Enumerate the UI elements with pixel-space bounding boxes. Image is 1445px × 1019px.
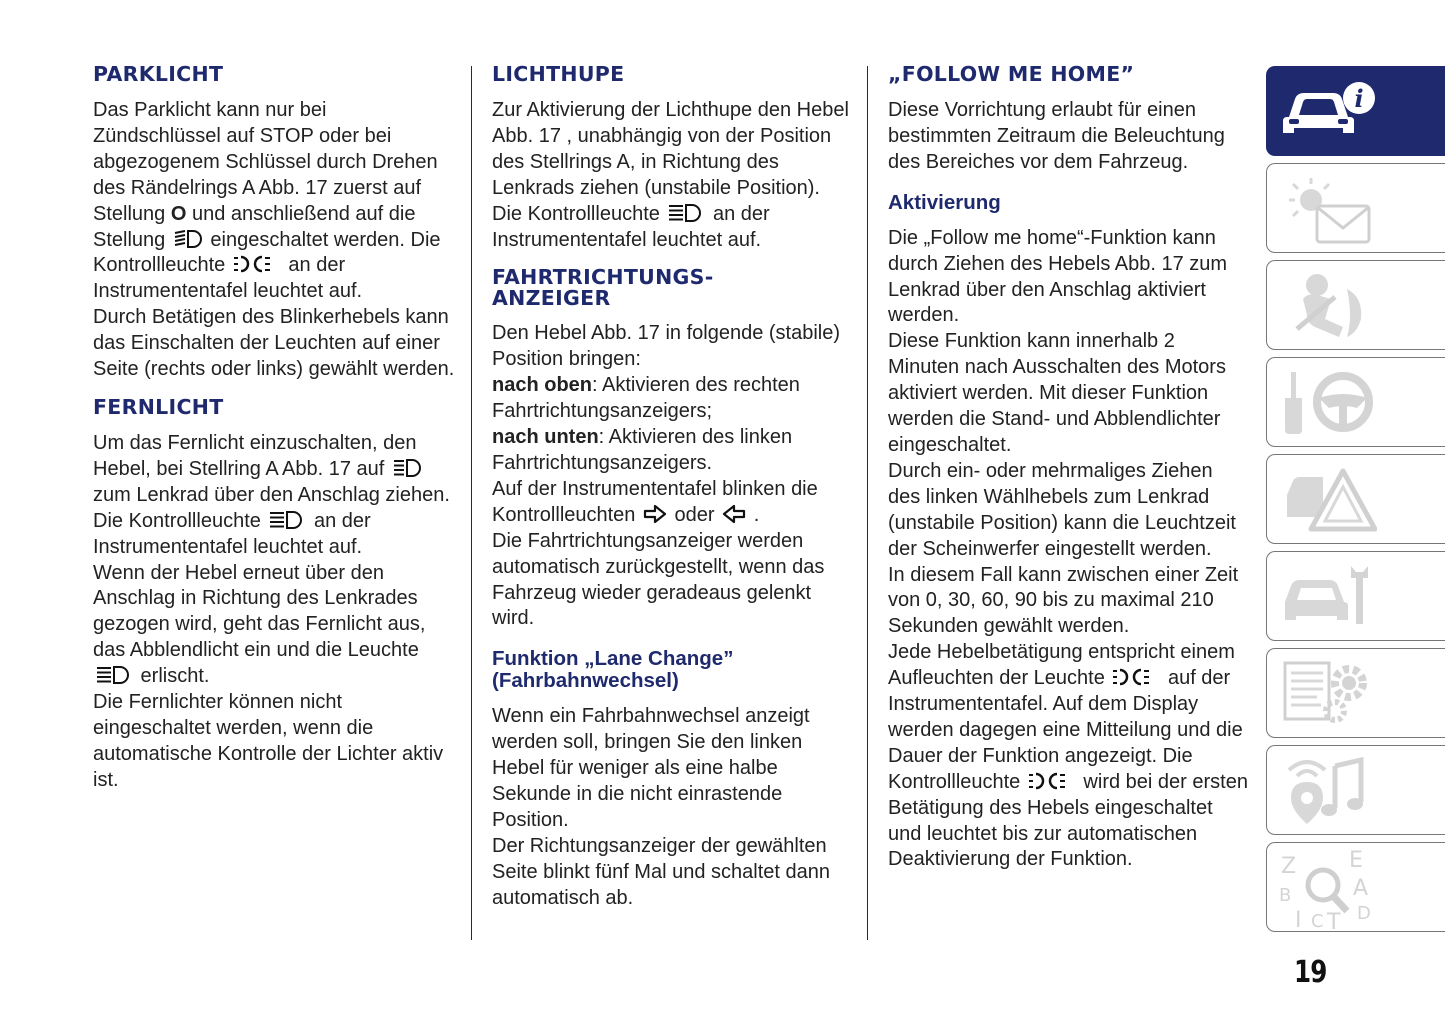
car-info-icon: [1277, 73, 1377, 143]
side-lights-icon: [1028, 771, 1076, 791]
index-letter: A: [1353, 876, 1369, 901]
warning-lights-message-icon: [1277, 170, 1377, 245]
tab-technical-data[interactable]: [1266, 648, 1445, 738]
page-number: 19: [1294, 955, 1327, 990]
heading-follow-me-home: „FOLLOW ME HOME”: [888, 62, 1135, 86]
column-divider: [867, 66, 868, 940]
fahrtrichtung-unten: nach unten: Aktivieren des linken Fahrtrichtungsanzeigers.: [492, 426, 793, 474]
key-steering-wheel-icon: [1277, 364, 1377, 439]
parklicht-paragraph-1: Das Parklicht kann nur bei Zündschlüssel auf STOP oder bei abgezogenem Schlüssel durch Drehen des Rändelrings A Abb. 17 zuerst auf Stellung O und anschließend auf die Stellung eingeschaltet werden. Die Kontrollleuchte an der Instrumententafel leuchtet auf.: [93, 99, 441, 303]
follow-paragraph-1: Diese Vorrichtung erlaubt für einen bestimmten Zeitraum die Beleuchtung des Bereiches vor dem Fahrzeug.: [888, 99, 1225, 173]
low-beam-icon: [173, 229, 203, 249]
lane-change-paragraph-2: Der Richtungsanzeiger der gewählten Seite blinkt fünf Mal und schaltet dann automatisch ab.: [492, 834, 830, 909]
column-left: [93, 58, 458, 794]
index-letter: C: [1311, 911, 1324, 929]
tab-car-info[interactable]: [1266, 66, 1445, 156]
arrow-right-icon: [643, 504, 667, 524]
fernlicht-paragraph-3: Die Fernlichter können nicht eingeschaltet werden, wenn die automatische Kontrolle der Lichter aktiv ist.: [93, 691, 444, 791]
index-letter: D: [1357, 903, 1371, 924]
side-lights-icon: [1112, 667, 1160, 687]
high-beam-icon: [268, 510, 306, 530]
fahrtrichtung-paragraph-1: Den Hebel Abb. 17 in folgende (stabile) Position bringen:: [492, 322, 841, 371]
lichthupe-paragraph-2: Die Kontrollleuchte an der Instrumententafel leuchtet auf.: [492, 202, 770, 251]
heading-fahrtrichtungsanzeiger: FAHRTRICHTUNGS- ANZEIGER: [492, 265, 714, 311]
arrow-left-icon: [722, 504, 746, 524]
heading-fernlicht: FERNLICHT: [93, 394, 224, 419]
fernlicht-paragraph-2: Wenn der Hebel erneut über den Anschlag in Richtung des Lenkrades gezogen wird, geht das Fernlicht aus, das Abblendlicht ein und die Leuchte erlischt.: [93, 561, 426, 688]
high-beam-icon: [392, 458, 422, 478]
aktivierung-paragraph-4: In diesem Fall kann zwischen einer Zeit von 0, 30, 60, 90 bis zu maximal 210 Sekunden gewählt werden.: [888, 563, 1239, 638]
multimedia-music-icon: [1277, 752, 1377, 827]
fahrtrichtung-paragraph-2: Auf der Instrumententafel blinken die Kontrollleuchten oder .: [492, 477, 818, 526]
tab-safety[interactable]: [1266, 260, 1445, 350]
index-letter: E: [1349, 849, 1363, 873]
tab-warning-lights[interactable]: [1266, 163, 1445, 253]
tab-emergency[interactable]: [1266, 454, 1445, 544]
tab-starting-driving[interactable]: [1266, 357, 1445, 447]
aktivierung-paragraph-3: Durch ein- oder mehrmaliges Ziehen des linken Wählhebels zum Lenkrad (unstabile Position) kann die Leuchtzeit der Scheinwerfer eingestellt werden.: [888, 459, 1236, 560]
high-beam-icon: [95, 665, 133, 685]
column-right: [888, 58, 1250, 873]
heading-aktivierung: Aktivierung: [888, 190, 1001, 214]
index-alphabet-icon: [1277, 849, 1377, 929]
parklicht-paragraph-2: Durch Betätigen des Blinkerhebels kann das Einschalten der Leuchten auf einer Seite (rechts oder links) gewählt werden.: [93, 306, 455, 381]
fahrtrichtung-oben: nach oben: Aktivieren des rechten Fahrtrichtungsanzeigers;: [492, 374, 800, 423]
heading-lane-change: Funktion „Lane Change” (Fahrbahnwechsel): [492, 647, 734, 693]
heading-lichthupe: LICHTHUPE: [492, 62, 625, 86]
column-divider: [471, 66, 472, 940]
car-maintenance-wrench-icon: [1277, 558, 1377, 633]
index-letter: T: [1327, 910, 1341, 929]
svg-text:i: i: [1354, 84, 1364, 113]
side-lights-icon: [233, 254, 281, 274]
fernlicht-paragraph-1: Um das Fernlicht einzuschalten, den Hebel, bei Stellring A Abb. 17 auf zum Lenkrad über den Anschlag ziehen. Die Kontrollleuchte an der Instrumententafel leuchtet auf.: [93, 431, 450, 558]
tab-index[interactable]: [1266, 842, 1445, 932]
lane-change-paragraph-1: Wenn ein Fahrbahnwechsel anzeigt werden soll, bringen Sie den linken Hebel für weniger als eine halbe Sekunde in die nicht einrastende Position.: [492, 705, 810, 831]
high-beam-icon: [667, 203, 705, 223]
tab-maintenance[interactable]: [1266, 551, 1445, 641]
heading-parklicht: PARKLICHT: [93, 62, 224, 86]
airbag-seatbelt-icon: [1277, 267, 1377, 342]
tab-multimedia[interactable]: [1266, 745, 1445, 835]
aktivierung-paragraph-5: Jede Hebelbetätigung entspricht einem Aufleuchten der Leuchte auf der Instrumententafel. Auf dem Display werden dagegen eine Mitteilung und die Dauer der Funktion angezeigt. Die Kontrollleuchte wird bei der ersten Betätigung des Hebels eingeschaltet und leuchtet bis zur automatischen Deaktivierung der Funktion.: [888, 641, 1248, 871]
breakdown-warning-triangle-icon: [1277, 461, 1377, 536]
aktivierung-paragraph-2: Diese Funktion kann innerhalb 2 Minuten nach Ausschalten des Motors aktiviert werden. Mit dieser Funktion werden die Stand- und Abblendlichter eingeschaltet.: [888, 330, 1226, 456]
fahrtrichtung-paragraph-3: Die Fahrtrichtungsanzeiger werden automatisch zurückgestellt, wenn das Fahrzeug wieder geradeaus gelenkt wird.: [492, 529, 825, 630]
technical-data-gear-icon: [1277, 655, 1377, 730]
index-letter: Z: [1281, 854, 1297, 879]
aktivierung-paragraph-1: Die „Follow me home“-Funktion kann durch Ziehen des Hebels Abb. 17 zum Lenkrad über den Anschlag aktiviert werden.: [888, 226, 1228, 327]
lichthupe-paragraph-1: Zur Aktivierung der Lichthupe den Hebel Abb. 17 , unabhängig von der Position des Stellrings A, in Richtung des Lenkrads ziehen (unstabile Position).: [492, 99, 849, 199]
index-letter: I: [1295, 908, 1302, 929]
index-letter: B: [1279, 885, 1292, 906]
column-middle: [492, 58, 852, 912]
